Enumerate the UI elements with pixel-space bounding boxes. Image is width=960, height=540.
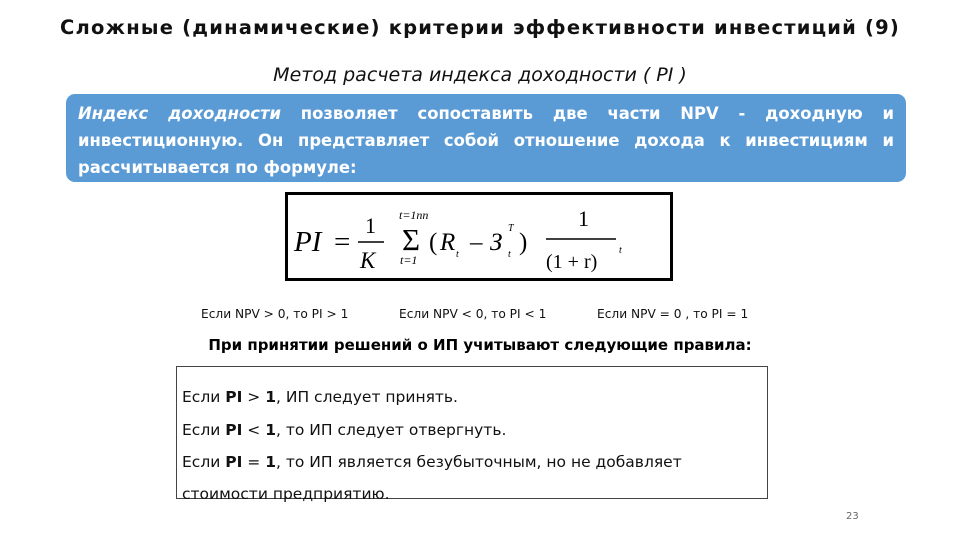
formula-r-term: R: [440, 229, 456, 256]
formula-minus: –: [470, 229, 483, 256]
rule-reject: [182, 421, 506, 439]
formula-one-b: 1: [578, 206, 589, 231]
slide-title: Сложные (динамические) критерии эффективности инвестиций (9): [60, 16, 900, 39]
formula-lhs: PI: [294, 226, 322, 258]
formula-power-t: t: [619, 245, 622, 256]
rule-value: 1: [265, 453, 277, 471]
formula-sigma: Σ: [402, 222, 421, 257]
rules-heading: При принятии решений о ИП учитывают следующие правила:: [208, 336, 752, 354]
rule-suffix: , ИП следует принять.: [276, 388, 458, 406]
formula-sub-t-b: t: [508, 249, 511, 260]
formula-one-a: 1: [365, 213, 376, 238]
condition-zero: Если NPV = 0 , то PI = 1: [597, 307, 749, 321]
rule-prefix: Если: [182, 388, 226, 406]
rule-pi: PI: [225, 453, 243, 471]
definition-box: [66, 94, 906, 182]
rule-prefix: Если: [182, 453, 226, 471]
rule-suffix: , то ИП следует отвергнуть.: [276, 421, 507, 439]
rule-suffix: , то ИП является безубыточным, но не добавляет: [276, 453, 682, 471]
formula-upper-limit: t=1nn: [399, 208, 429, 222]
formula-box: [285, 192, 673, 281]
rule-pi: PI: [225, 421, 243, 439]
formula-denominator: (1 + r): [546, 251, 598, 273]
definition-text: позволяет сопоставить две части NPV - доходную и инвестиционную. Он представляет собой отношение дохода к инвестициям и рассчитывается по формуле:: [78, 104, 895, 177]
formula-open-paren: (: [429, 229, 438, 256]
condition-negative: Если NPV < 0, то PI < 1: [399, 307, 547, 321]
formula-sup-t: T: [508, 223, 514, 234]
condition-positive: Если NPV > 0, то PI > 1: [201, 307, 349, 321]
rule-op: =: [242, 453, 266, 471]
formula-denom-k: K: [360, 248, 376, 273]
rule-op: >: [242, 388, 266, 406]
formula-sub-t-a: t: [456, 249, 459, 260]
rule-pi: PI: [225, 388, 243, 406]
formula-lower-limit: t=1: [400, 253, 418, 267]
rule-continuation: стоимости предприятию.: [182, 485, 390, 503]
formula-close-paren: ): [519, 229, 528, 256]
slide-subtitle: Метод расчета индекса доходности ( PI ): [273, 64, 687, 86]
page-number: 23: [846, 511, 859, 522]
rule-accept: [182, 388, 458, 406]
rule-op: <: [242, 421, 266, 439]
definition-term: Индекс доходности: [78, 104, 281, 123]
formula-z-term: З: [490, 229, 503, 256]
formula-svg: [288, 195, 670, 278]
rule-value: 1: [265, 421, 277, 439]
formula-equals: =: [334, 226, 351, 258]
rule-prefix: Если: [182, 421, 226, 439]
rule-breakeven: [182, 453, 682, 471]
rule-value: 1: [265, 388, 277, 406]
